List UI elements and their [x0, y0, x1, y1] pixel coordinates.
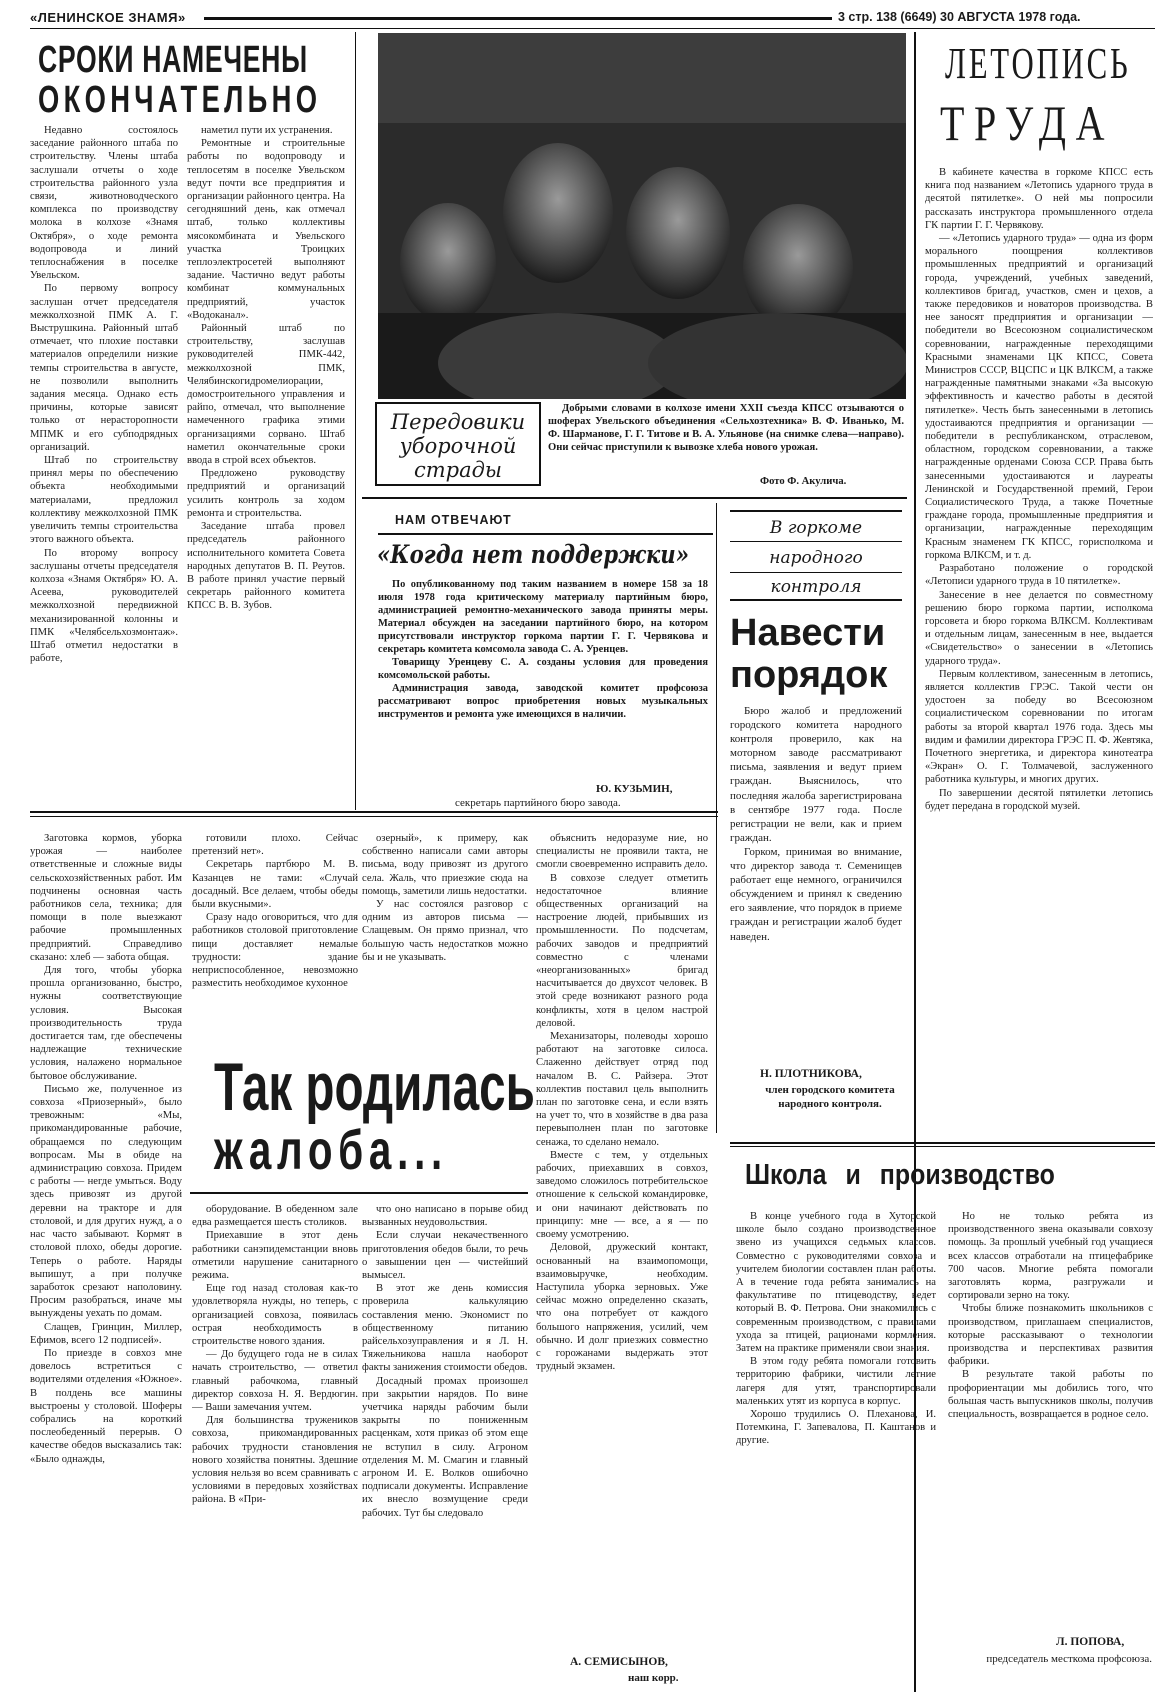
photo-drivers — [378, 33, 906, 399]
sroki-column-2 — [187, 124, 345, 804]
paragraph: объяснить недоразуме ние, но специалисты не проявили такта, не смогли своевременно исправить дело. — [536, 833, 708, 871]
zhaloba-position: наш корр. — [628, 1672, 679, 1684]
top-rule — [30, 28, 1155, 29]
headline-rule — [190, 1192, 528, 1194]
rubric-gorkom-3: контроля — [770, 577, 862, 597]
navesti-body — [730, 704, 902, 1064]
headline-zhaloba-1: Так родилась — [214, 1049, 535, 1125]
paragraph: готовили плохо. Сейчас претензий нет». — [192, 833, 358, 858]
paragraph: Бюро жалоб и предложений городского комитета народного контроля проверило, как на моторном заводе рассматривают письма, заявления и ведут прием граждан. Выяснилось, что последняя жалоба зарегистрирована в сентябре 1977 года. После регистрации не вели, как и прием граждан. — [730, 705, 902, 844]
column-rule — [355, 32, 356, 810]
paragraph: Письмо же, полученное из совхоза «Приозерный», было тревожным: «Мы, прикомандированные рабочие, обращаемся по следующим вопросам. Мы в обиде на администрацию совхоза. Придем с работы — негде умыться. Воду здесь привозят из другой деревни на тракторе и для столовой, и для других нужд, а о нас часто забывают. Кормят в столовой плохо, обеды дорогие. Теперь о работе. Наряды выпишут, а при получке заработок срезают наполовину. Просим разобраться, иначе мы вынуждены уехать по домам. — [30, 1083, 182, 1320]
paragraph: Заседание штаба провел председатель районного исполнительного комитета Совета народных депутатов В. П. Реутов. В работе принял участие первый секретарь районного комитета КПСС В. В. Зубов. — [187, 521, 345, 612]
headline-navesti-2: порядок — [730, 654, 888, 696]
headline-letopis-2: ТРУДА — [940, 95, 1115, 151]
paragraph: В конце учебного года в Хуторской школе было создано производственное звено из учащихся седьмых классов. Совместно с руководителями совхоза и учителем биологии составлен план работы. А в течение года ребята занимались на факультативе по птицеводству, ведет который В. Ф. Петрова. Они знакомились с современным производством, с правилами ухода за птицей, рационами кормления. Затем на практике применяли свои знания. — [736, 1211, 936, 1355]
section-rule — [730, 1146, 1155, 1147]
paragraph: По второму вопросу заслушаны отчеты председателя колхоза «Знамя Октября» Ю. А. Асеева, руководителей межколхозной передвижной механизированной колонны и ПМК «Челябсельхозмонтаж». Штаб отметил недостатки в работе, — [30, 547, 178, 665]
paragraph: — «Летопись ударного труда» — одна из форм морального поощрения коллективов промышленных предприятий и организаций города, учреждений, учебных заведений, коллективов бригад, участков, смен и цехов, а также передовиков и новаторов производства. В нее заносят предприятия и организации — победители во Всесоюзном социалистическом соревновании, награжденные переходящими Красными знаменами ЦК КПСС, Совета Министров СССР, ВЦСПС и ЦК ВЛКСМ, а также награжденные памятными знаками «За высокую эффективность и качество работы в десятой пятилетке». Честь быть занесенными в летопись удостаиваются предприятия и организации — победители в республиканском, отраслевом, областном, городском соревновании, а также награжденные орденами Союза ССР. Права быть занесенными удостаиваются и лауреаты Ленинской и Государственной премий, Герои Социалистического Труда, а также Почетные граждане города, промышленные предприятия и организации, награжденные переходящим Красным знаменем ГК КПСС, горисполкома и горкома ВЛКСМ, и т. д. — [925, 233, 1153, 561]
paragraph: Районный штаб по строительству, заслушав руководителей ПМК-442, межколхозной ПМК, Челябинскогидромелиорации, домостроительного управления и райпо, отмечал, что выполнение намеченного графика этими организациями сорвано. Штаб наметил окончательные сроки ввода в строй всех объектов. — [187, 323, 345, 467]
photo-credit: Фото Ф. Акулича. — [760, 476, 847, 487]
paragraph: Слащев, Гринцин, Миллер, Ефимов, всего 12 подписей». — [30, 1321, 182, 1346]
photo-rubric-box — [375, 402, 541, 486]
zhaloba-column-1 — [30, 832, 182, 1692]
section-rule — [30, 811, 718, 813]
paragraph: — До будущего года не в силах начать строительство, — ответил главный рабочкома, главный директор совхоза Н. Я. Вердюгин. — Ваши замечания учтем. — [192, 1349, 358, 1414]
photo-image — [378, 33, 906, 399]
paragraph: В кабинете качества в горкоме КПСС есть книга под названием «Летопись ударного труда в десятой пятилетке». О ней мы попросили рассказать инструктора промышленного отдела ГК партии Г. Г. Червякову. — [925, 167, 1153, 231]
zhaloba-column-4 — [536, 832, 708, 1652]
navesti-signature: Н. ПЛОТНИКОВА, — [760, 1068, 862, 1080]
photo-rubric: Передовики уборочной страды — [390, 410, 526, 482]
paragraph: У нас состоялся разговор с одним из авторов письма — Слащевым. Он прямо признал, что большую часть недостатков можно бы и не указывать. — [362, 899, 528, 963]
issue-info: 3 стр. 138 (6649) 30 АВГУСТА 1978 года. — [838, 10, 1081, 24]
photo-caption — [548, 402, 904, 474]
rubric-gorkom-box — [730, 510, 902, 600]
navesti-position: член городского комитета народного контроля. — [765, 1084, 895, 1110]
paragraph: В результате такой работы по профориентации мы добились того, что большая часть выпускников школы, получив специальность, возвращается в родное село. — [948, 1369, 1153, 1421]
paragraph: Заготовка кормов, уборка урожая — наиболее ответственные и сложные виды сельскохозяйственных работ. Им подчинены основная часть работников села, техника; для помощи в поле выезжают рабочие промышленных предприятий. Справедливо сказано: хлеб — забота общая. — [30, 833, 182, 963]
zhaloba-column-3-top — [362, 832, 528, 1037]
zhaloba-column-3-bottom — [362, 1203, 528, 1693]
paragraph: В этом году ребята помогали готовить территорию фабрики, чистили летние лагеря для утят, транспортировали маленьких утят из корпуса в корпус. — [736, 1356, 936, 1407]
paragraph: По завершении десятой пятилетки летопись будет передана в городской музей. — [925, 787, 1153, 812]
section-rule — [30, 816, 718, 817]
paragraph: Штаб по строительству принял меры по обеспечению объекта необходимыми материалами, предложил коллективу межколхозной ПМК увеличить темпы строительства этого важного объекта. — [30, 455, 178, 546]
paragraph: Администрация завода, заводской комитет профсоюза рассматривают вопрос приобретения новых музыкальных инструментов и ремонта уже имеющихся в наличии. — [378, 683, 708, 720]
paragraph: По первому вопросу заслушан отчет председателя межколхозной ПМК А. Г. Выструшкина. Районный штаб отмечает, что плохие поставки материалов определили низкие темпы строительства в августе, не позволили выполнить задания месяца. Однако есть причины, которые зависят только от нерасторопности МПМК и его субподрядных организаций. — [30, 283, 178, 453]
kogda-position: секретарь партийного бюро завода. — [455, 797, 621, 809]
sroki-column-1 — [30, 124, 178, 804]
paragraph: Недавно состоялось заседание районного штаба по строительству. Члены штаба заслушали отчеты о ходе строительства районного узла связи, животноводческого комплекса по производству молока в колхозе «Знамя Октября», о ходе ремонта водопровода и линий теплоснабжения в поселке Увельском. — [30, 125, 178, 282]
rubric-rule — [378, 533, 713, 535]
paragraph: оборудование. В обеденном зале едва размещается шесть столиков. — [192, 1204, 358, 1229]
paragraph: Занесение в нее делается по совместному решению бюро горкома партии, исполкома горсовета и бюро горкома ВЛКСМ. Коллективам и отдельным лицам, занесенным в нее, выдается «Свидетельство» о занесении в «Летопись ударного труда». — [925, 589, 1153, 667]
column-rule — [716, 503, 717, 1133]
shkola-column-2 — [948, 1210, 1153, 1605]
paragraph: Горком, принимая во внимание, что директор завода т. Семенищев работает еще немного, ограничился обсуждением и принял к сведению его заявление, что порядок в приеме граждан и регистрации жалоб будет наведен. — [730, 845, 902, 943]
paragraph: Приехавшие в этот день работники санэпидемстанции вновь отметили нарушение санитарного режима. — [192, 1230, 358, 1282]
paragraph: Хорошо трудились О. Плеханова, И. Потемкина, Г. Запевалова, П. Каштанов и другие. — [736, 1409, 936, 1447]
paragraph: Товарищу Уренцеву С. А. созданы условия для проведения комсомольской работы. — [378, 657, 708, 681]
letopis-body — [925, 166, 1153, 1106]
zhaloba-signature: А. СЕМИСЫНОВ, — [570, 1656, 668, 1668]
paragraph: В этот же день комиссия проверила калькуляцию составления меню. Экономист по общественному питанию райсельхозуправления и я Л. Н. Тяжельникова нашла наоборот факты занижения стоимости обедов. — [362, 1283, 528, 1374]
paragraph: Разработано положение о городской «Летописи ударного труда в 10 пятилетке». — [925, 563, 1153, 588]
paragraph: Вместе с тем, у отдельных рабочих, приехавших в совхоз, заведомо сложилось потребительское отношение к сельской командировке, и они начинают действовать по принципу: мне — все, а я — по своему усмотрению. — [536, 1149, 708, 1241]
headline-shkola: Школа и производство — [745, 1159, 1055, 1191]
paragraph: Чтобы ближе познакомить школьников с производством, приглашаем специалистов, которые рассказывают о технологии производства и перспективах развития фабрики. — [948, 1303, 1153, 1368]
kogda-signature: Ю. КУЗЬМИН, — [596, 783, 673, 795]
zhaloba-column-2-top — [192, 832, 358, 1037]
rubric-gorkom-1: В горкоме — [769, 518, 863, 538]
headline-sroki-2: ОКОНЧАТЕЛЬНО — [38, 79, 322, 121]
section-rule — [730, 1142, 1155, 1144]
paragraph: Для того, чтобы уборка прошла организованно, быстро, нужны соответствующие условия. Высокая производительность труда достигается там, где обеспечены надлежащие технические условия, налажено нормальное бытовое обслуживание. — [30, 965, 182, 1082]
headline-navesti-1: Навести — [730, 612, 886, 654]
photo-bottom-rule — [362, 497, 907, 499]
paragraph: В совхозе следует отметить недостаточное влияние общественных организаций на настроение людей, прибывших из промышленности. По подсчетам, рабочих заводов и предприятий совместно с членами «неорганизованных» бригад насчитывается до двухсот человек. В этой среде возникают разного рода конфликты, хотя в целом настрой деловой. — [536, 872, 708, 1029]
paragraph: Сразу надо оговориться, что для работников столовой приготовление пищи доставляет немалые трудности: здание неприспособленное, невозможно разместить необходимое кухонное — [192, 912, 358, 990]
rubric-gorkom-2: народного — [769, 548, 863, 568]
paragraph: наметил пути их устранения. — [201, 125, 333, 136]
newspaper-name: «ЛЕНИНСКОЕ ЗНАМЯ» — [30, 10, 186, 25]
paragraph: Секретарь партбюро М. В. Казанцев не тами: «Случай досадный. Все делаем, чтобы обеды были вкусными». — [192, 859, 358, 911]
paragraph: озерный», к примеру, как собственно написали сами авторы письма, воду привозят из другого села. Жаль, что приезжие сюда на помощь, заметили лишь недостатки. — [362, 833, 528, 897]
headline-letopis-1: ЛЕТОПИСЬ — [945, 39, 1131, 88]
shkola-signature: Л. ПОПОВА, — [1056, 1636, 1125, 1648]
shkola-column-1 — [736, 1210, 936, 1690]
kogda-body — [378, 578, 708, 778]
headline-sroki-1: СРОКИ НАМЕЧЕНЫ — [38, 39, 308, 81]
paragraph: что оно написано в порыве обид вызванных неудовольствия. — [362, 1204, 528, 1229]
headline-kogda: «Когда нет поддержки» — [377, 540, 689, 569]
paragraph: Первым коллективом, занесенным в летопись, является коллектив ГРЭС. Такой чести он удостоен за победу во Всесоюзном социалистическом соревновании по итогам работы за второй квартал 1976 года. Здесь мы видим и фамилии директора ГРЭС П. Ф. Жевтяка, Почетного энергетика, и директора кинотеатра «Экран» О. Г. Толмачевой, заслуженного работника культуры, и многих других. — [925, 668, 1153, 786]
paragraph: Предложено руководству предприятий и организаций усилить контроль за ходом ремонта и строительства. — [187, 468, 345, 519]
paragraph: По опубликованному под таким названием в номере 158 за 18 июля 1978 года критическому материалу партийным бюро, администрацией ремонтно-механического завода приняты меры. Материал обсужден на заседании партийного бюро, на котором присутствовали инструктор горкома партии Г. Г. Червякова и секретарь комитета комсомола завода С. А. Уренцев. — [378, 579, 708, 655]
paragraph: Ремонтные и строительные работы по водопроводу и теплосетям в поселке Увельском ведут почти все предприятия и организации районного центра. На сегодняшний день, как отмечал штаб, только коллективы мясокомбината и Увельского участка Троицких теплоэлектросетей выполняют задание. Частично ведут работы комбинат коммунальных предприятий, участок «Водоканал». — [187, 138, 345, 321]
masthead-rule — [204, 17, 832, 20]
paragraph: Еще год назад столовая как-то удовлетворяла нужды, но теперь, с организацией совхоза, появилась острая необходимость в строительстве нового здания. — [192, 1283, 358, 1348]
paragraph: Но не только ребята из производственного звена оказывали совхозу помощь. За прошлый учебный год учащиеся всех классов отработали на птицефабрике 700 часов. Многие ребята помогали заготовлять корма, разгружали и сортировали зерно на току. — [948, 1211, 1153, 1302]
caption-text: Добрыми словами в колхозе имени XXII съезда КПСС отзываются о шоферах Увельского объединения «Сельхозтехника» В. Ф. Иванько, М. Ф. Шарманове, Г. Г. Титове и В. А. Ульянове (на снимке слева—направо). Они сейчас приступили к вывозке хлеба нового урожая. — [548, 403, 904, 453]
shkola-position: председатель месткома профсоюза. — [986, 1653, 1152, 1665]
zhaloba-column-2-bottom — [192, 1203, 358, 1693]
paragraph: Досадный промах произошел при закрытии нарядов. По вине учетчика наряды рабочим были закрыты по пониженным расценкам, хотя приказ об этом еще не вступил в силу. Агроном отделения М. М. Смагин и главный агроном И. Е. Волков ошибочно подписали документы. Исправление их внесло возмущение среди рабочих. Тут бы следовало — [362, 1375, 528, 1519]
rubric-nam-otvechayut: НАМ ОТВЕЧАЮТ — [395, 513, 512, 527]
paragraph: Деловой, дружеский контакт, основанный на взаимопомощи, взаимовыручке, необходим. Наступила уборка зерновых. Уже сейчас можно определенно сказать, что она потребует от каждого большого напряжения, усилий, чем обычно. И долг приезжих совместно с горожанами выдержать этот трудный экзамен. — [536, 1242, 708, 1373]
headline-zhaloba-2: жалоба... — [214, 1118, 448, 1181]
paragraph: По приезде в совхоз мне довелось встретиться с водителями отделения «Южное». В полдень все машины выстроены у столовой. Шоферы собрались на короткий послеобеденный перерыв. О качестве обедов высказались так: «Было однажды, — [30, 1347, 182, 1465]
paragraph: Если случаи некачественного приготовления обедов были, то речь о завышении цен — чистейший вымысел. — [362, 1230, 528, 1282]
paragraph: Механизаторы, полеводы хорошо работают на заготовке силоса. Слаженно действует отряд под началом В. С. Райзера. Этот коллектив поставил цель выполнить план по заготовке сена, и если взять на учет то, что в хозяйстве в два раза перевыполнен план по заготовке сенажа, то сделано немало. — [536, 1031, 708, 1148]
paragraph: Для большинства тружеников совхоза, прикомандированных рабочих трудности становления нового хозяйства понятны. Здешние условия нельзя во всем сравнивать с условиями в передовых хозяйствах района. В «При- — [192, 1415, 358, 1506]
